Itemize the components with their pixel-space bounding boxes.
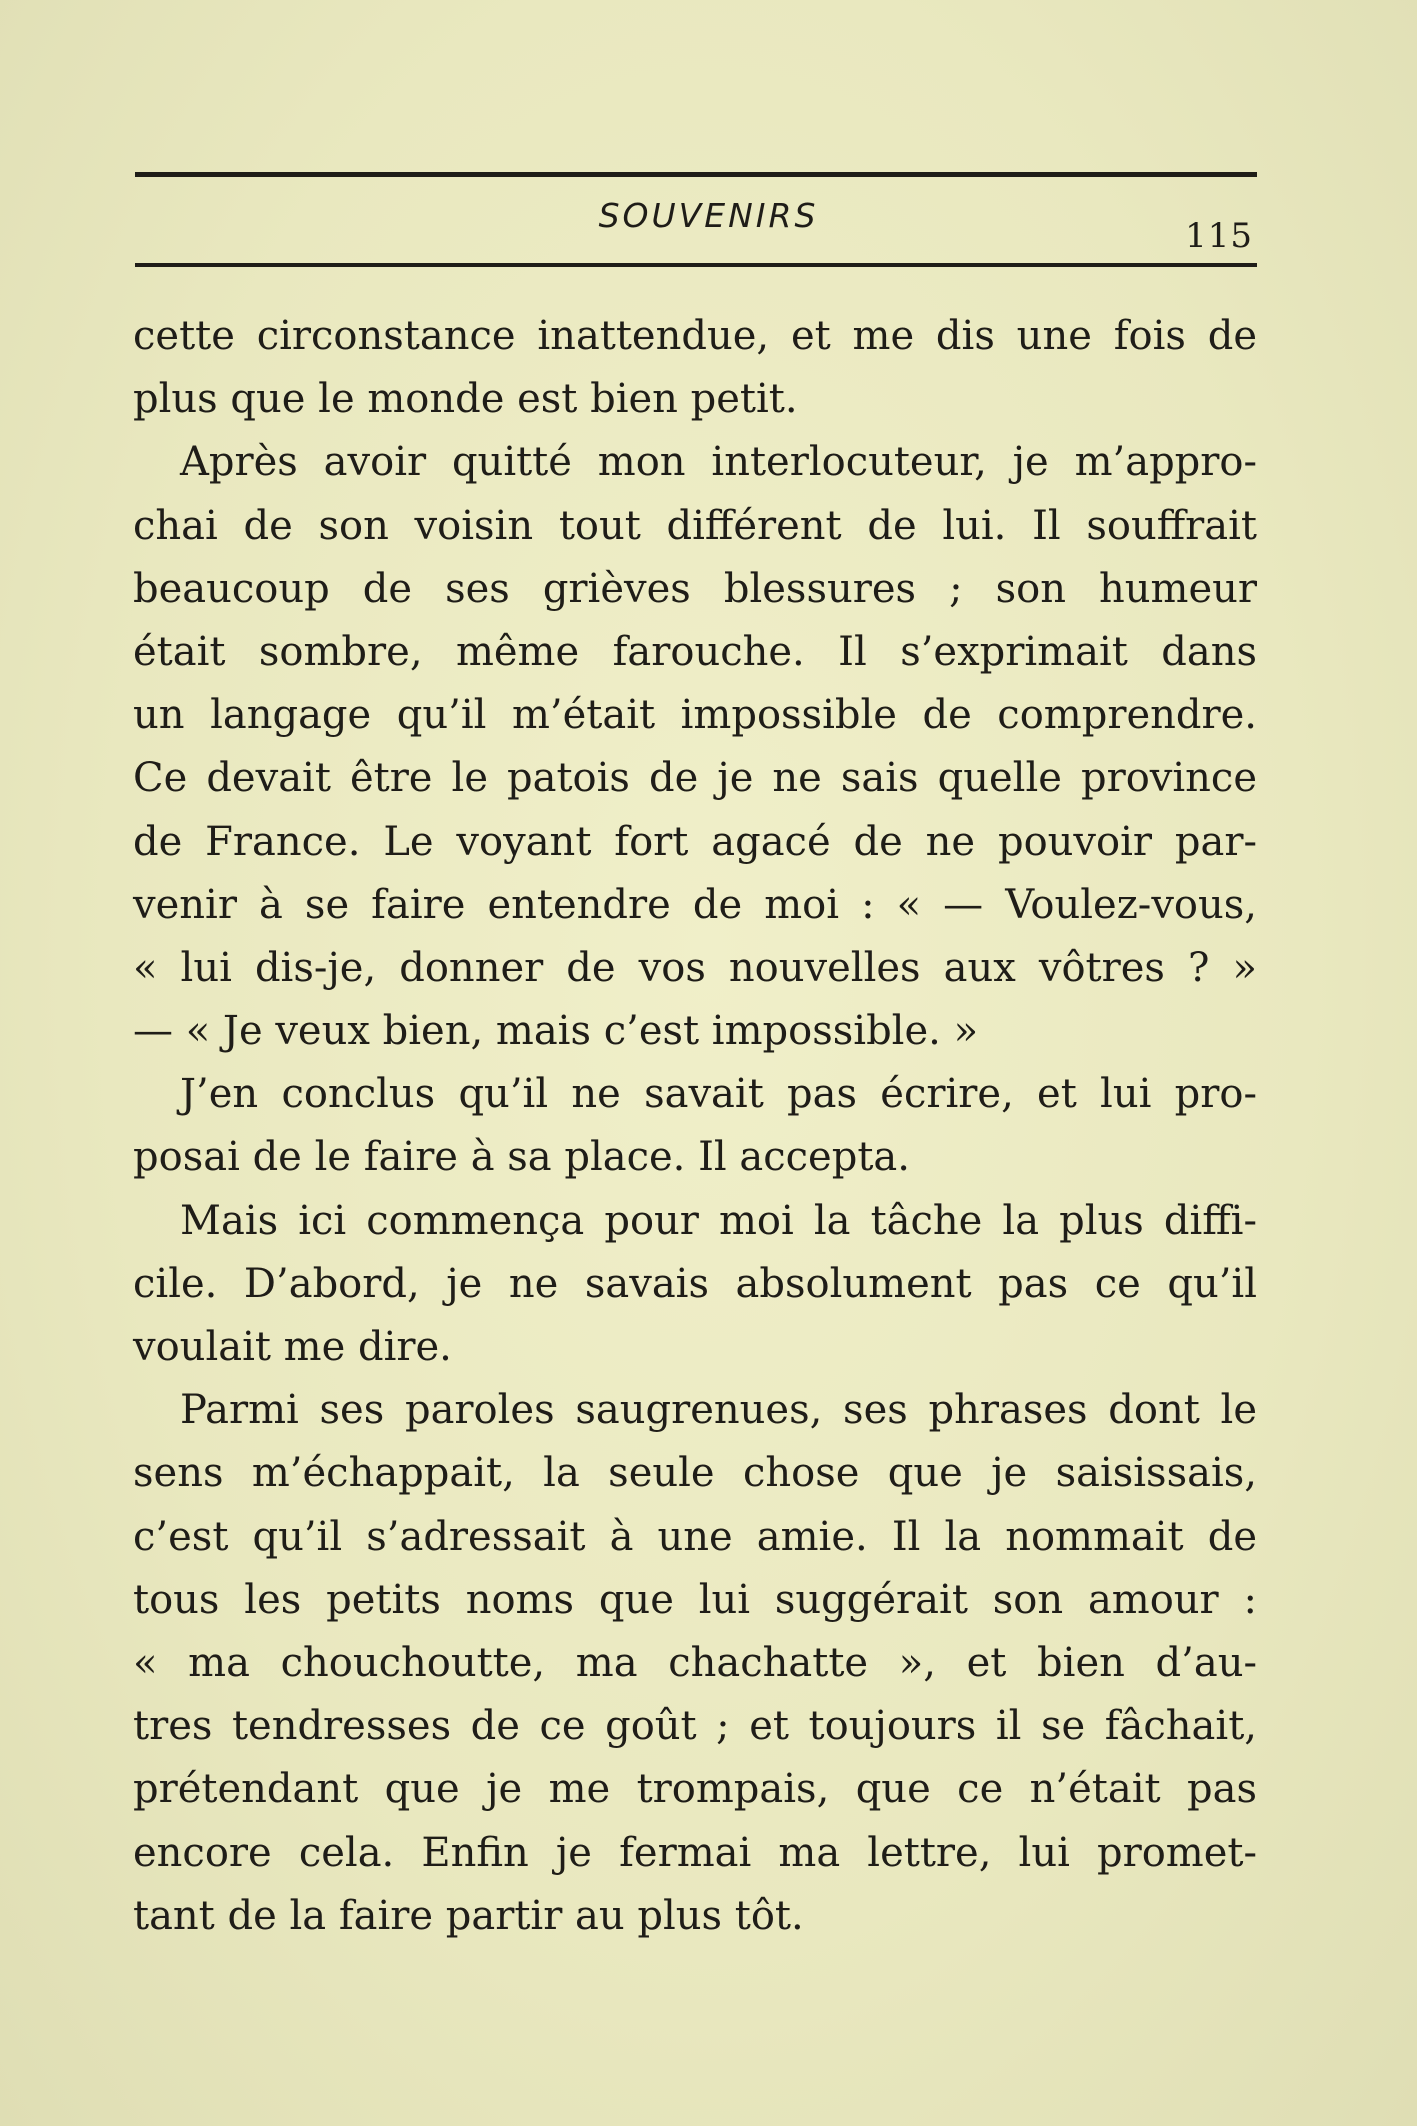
running-title: SOUVENIRS [598,196,819,235]
text-line: Parmi ses paroles saugrenues, ses phrases dont le [180,1387,1257,1434]
header-rule-bottom [135,263,1257,267]
text-line: prétendant que je me trompais, que ce n’était pas [133,1766,1257,1813]
text-line: Ce devait être le patois de je ne sais quelle province [133,755,1257,802]
text-line: venir à se faire entendre de moi : « — Voulez-vous, [133,881,1257,928]
header-rule-top [135,172,1257,177]
text-line: posai de le faire à sa place. Il accepta. [133,1134,910,1181]
text-line: « ma chouchoutte, ma chachatte », et bien d’au- [133,1639,1257,1686]
text-line: chai de son voisin tout différent de lui. Il souffrait [133,502,1257,549]
text-line: c’est qu’il s’adressait à une amie. Il la nommait de [133,1513,1257,1560]
text-line: tous les petits noms que lui suggérait son amour : [133,1576,1257,1623]
text-line: de France. Le voyant fort agacé de ne pouvoir par- [133,818,1257,865]
text-line: cile. D’abord, je ne savais absolument pas ce qu’il [133,1260,1257,1307]
text-line: « lui dis-je, donner de vos nouvelles aux vôtres ? » [133,944,1257,991]
text-line: — « Je veux bien, mais c’est impossible. » [133,1008,979,1055]
text-line: voulait me dire. [133,1324,452,1370]
text-line: Après avoir quitté mon interlocuteur, je m’appro- [180,439,1257,486]
text-line: cette circonstance inattendue, et me dis une fois de [133,313,1257,359]
text-line: Mais ici commença pour moi la tâche la plus diffi- [180,1197,1257,1244]
text-line: sens m’échappait, la seule chose que je saisissais, [133,1450,1257,1497]
text-line: plus que le monde est bien petit. [133,376,798,423]
text-line: tant de la faire partir au plus tôt. [133,1892,804,1939]
text-line: tres tendresses de ce goût ; et toujours il se fâchait, [133,1703,1257,1750]
text-line: un langage qu’il m’était impossible de comprendre. [133,692,1257,739]
text-line: encore cela. Enfin je fermai ma lettre, lui promet- [133,1829,1257,1876]
text-line: était sombre, même farouche. Il s’exprimait dans [133,628,1257,675]
text-line: beaucoup de ses grièves blessures ; son humeur [133,565,1257,612]
body-text [133,305,1257,1948]
text-line: J’en conclus qu’il ne savait pas écrire, et lui pro- [180,1071,1257,1118]
page-number: 115 [1185,216,1253,256]
